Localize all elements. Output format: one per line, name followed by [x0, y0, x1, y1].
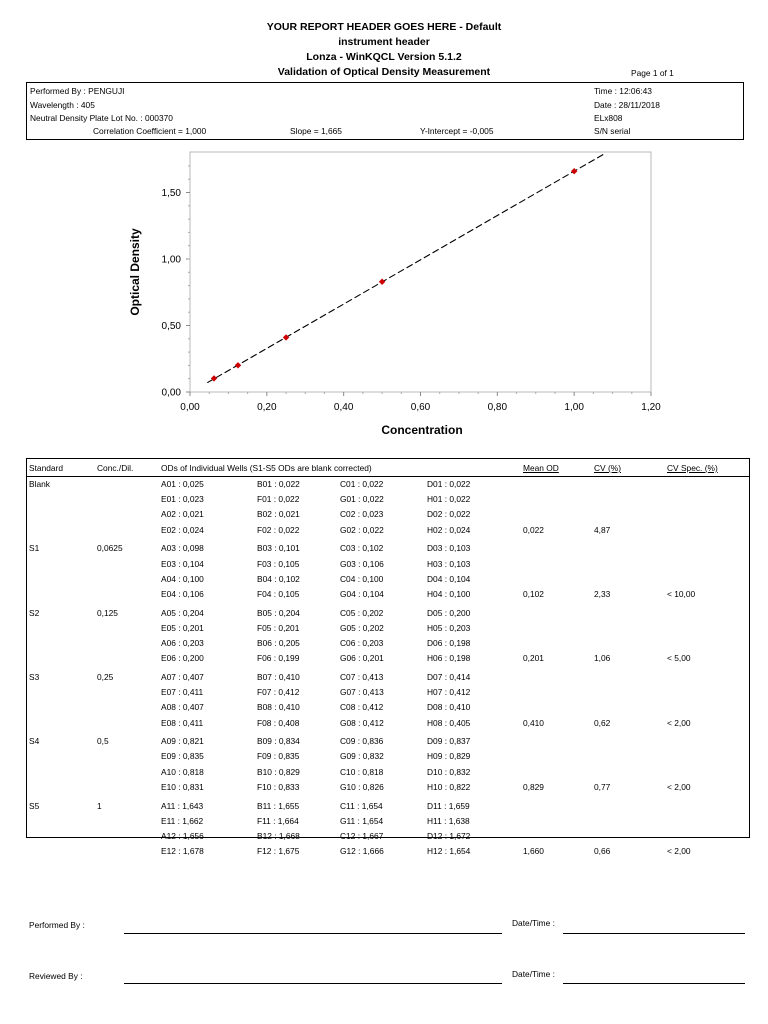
well-od: D08 : 0,410 [427, 702, 471, 713]
well-od: C08 : 0,412 [340, 702, 384, 713]
well-od: B02 : 0,021 [257, 509, 300, 520]
cv-spec-value: < 2,00 [667, 846, 691, 857]
x-tick-label: 1,20 [641, 402, 661, 413]
cv-value: 0,62 [594, 717, 611, 728]
col-header-mean-od: Mean OD [523, 463, 559, 473]
well-od: F11 : 1,664 [257, 815, 299, 826]
well-od: F06 : 0,199 [257, 653, 300, 664]
well-od: D10 : 0,832 [427, 766, 471, 777]
x-tick-label: 0,20 [257, 402, 277, 413]
well-od: B11 : 1,655 [257, 800, 300, 811]
well-od: A12 : 1,656 [161, 830, 204, 841]
report-header-line2: instrument header [338, 36, 430, 48]
well-od: G07 : 0,413 [340, 687, 384, 698]
well-od: C09 : 0,836 [340, 736, 384, 747]
well-od: G11 : 1,654 [340, 815, 384, 826]
well-od: A09 : 0,821 [161, 736, 204, 747]
well-od: H02 : 0,024 [427, 524, 471, 535]
well-od: G09 : 0,832 [340, 751, 384, 762]
well-od: E12 : 1,678 [161, 846, 204, 857]
standard-name: S5 [29, 800, 40, 811]
well-od: B09 : 0,834 [257, 736, 300, 747]
well-od: F04 : 0,105 [257, 588, 300, 599]
data-point [283, 334, 289, 340]
well-od: A08 : 0,407 [161, 702, 204, 713]
well-od: C05 : 0,202 [340, 607, 384, 618]
well-od: H07 : 0,412 [427, 687, 471, 698]
well-od: F09 : 0,835 [257, 751, 300, 762]
x-tick-label: 0,80 [487, 402, 508, 413]
col-header-cv: CV (%) [594, 463, 621, 473]
well-od: F08 : 0,408 [257, 717, 300, 728]
well-od: G04 : 0,104 [340, 588, 384, 599]
well-od: D05 : 0,200 [427, 607, 471, 618]
well-od: F01 : 0,022 [257, 494, 300, 505]
cv-spec-value: < 2,00 [667, 781, 691, 792]
reviewed-by-label: Reviewed By : [29, 971, 83, 981]
reviewed-datetime-label: Date/Time : [512, 969, 555, 979]
well-od: G01 : 0,022 [340, 494, 384, 505]
well-od: G03 : 0,106 [340, 558, 384, 569]
well-od: C10 : 0,818 [340, 766, 384, 777]
well-od: C06 : 0,203 [340, 638, 384, 648]
x-tick-label: 0,00 [180, 402, 200, 413]
well-od: E03 : 0,104 [161, 558, 204, 569]
well-od: F03 : 0,105 [257, 558, 300, 569]
wavelength: Wavelength : 405 [30, 100, 95, 110]
well-od: B07 : 0,410 [257, 671, 300, 682]
well-od: C11 : 1,654 [340, 800, 383, 811]
x-axis-label: Concentration [381, 423, 463, 437]
well-od: D02 : 0,022 [427, 509, 471, 520]
x-tick-label: 1,00 [564, 402, 584, 413]
report-title: Validation of Optical Density Measurement [277, 66, 491, 78]
mean-od-value: 0,102 [523, 588, 544, 599]
well-od: C02 : 0,023 [340, 509, 384, 520]
plot-frame [190, 152, 651, 392]
cv-spec-value: < 5,00 [667, 653, 691, 664]
well-od: E08 : 0,411 [161, 717, 204, 728]
performed-datetime-label: Date/Time : [512, 918, 555, 928]
well-od: E04 : 0,106 [161, 588, 204, 599]
mean-od-value: 0,201 [523, 653, 544, 664]
well-od: F07 : 0,412 [257, 687, 300, 698]
well-od: B04 : 0,102 [257, 573, 300, 584]
performed-by: Performed By : PENGUJI [30, 86, 125, 96]
well-od: B01 : 0,022 [257, 479, 300, 489]
time: Time : 12:06:43 [594, 86, 652, 96]
well-od: G12 : 1,666 [340, 846, 384, 857]
well-od: B10 : 0,829 [257, 766, 300, 777]
well-od: A11 : 1,643 [161, 800, 204, 811]
well-od: G08 : 0,412 [340, 717, 384, 728]
standard-name: S1 [29, 543, 40, 554]
info-box [26, 82, 744, 140]
plate-lot: Neutral Density Plate Lot No. : 000370 [30, 113, 173, 123]
well-od: A01 : 0,025 [161, 479, 204, 489]
instrument: ELx808 [594, 113, 623, 123]
well-od: E09 : 0,835 [161, 751, 204, 762]
col-header-wells: ODs of Individual Wells (S1-S5 ODs are blank corrected) [161, 463, 372, 473]
standard-name: S4 [29, 736, 40, 747]
well-od: D07 : 0,414 [427, 671, 471, 682]
col-header-cv-spec: CV Spec. (%) [667, 463, 718, 473]
page-number: Page 1 of 1 [631, 68, 674, 78]
mean-od-value: 1,660 [523, 846, 544, 857]
well-od: C03 : 0,102 [340, 543, 384, 554]
conc-value: 0,0625 [97, 543, 123, 554]
well-od: D11 : 1,659 [427, 800, 470, 811]
well-od: H06 : 0,198 [427, 653, 471, 664]
well-od: E01 : 0,023 [161, 494, 204, 505]
well-od: H04 : 0,100 [427, 588, 471, 599]
data-point [571, 168, 577, 174]
performed-by-signature-line[interactable] [124, 933, 502, 934]
well-od: D04 : 0,104 [427, 573, 471, 584]
data-point [235, 362, 241, 368]
well-od: F05 : 0,201 [257, 622, 300, 633]
well-od: G10 : 0,826 [340, 781, 384, 792]
well-od: H03 : 0,103 [427, 558, 471, 569]
well-od: H12 : 1,654 [427, 846, 471, 857]
data-point [379, 279, 385, 285]
regression-line [207, 154, 604, 383]
well-od: D12 : 1,672 [427, 830, 471, 841]
well-od: A02 : 0,021 [161, 509, 204, 520]
report-header-line3: Lonza - WinKQCL Version 5.1.2 [306, 51, 462, 63]
reviewed-by-signature-line[interactable] [124, 983, 502, 984]
performed-datetime-line[interactable] [563, 933, 745, 934]
well-od: H05 : 0,203 [427, 622, 471, 633]
well-od: A04 : 0,100 [161, 573, 204, 584]
conc-value: 0,5 [97, 736, 109, 747]
well-od: H09 : 0,829 [427, 751, 471, 762]
well-od: B06 : 0,205 [257, 638, 300, 648]
correlation-coefficient: Correlation Coefficient = 1,000 [93, 126, 207, 136]
calibration-chart [120, 146, 680, 446]
well-od: A05 : 0,204 [161, 607, 204, 618]
well-od: E02 : 0,024 [161, 524, 204, 535]
well-od: A10 : 0,818 [161, 766, 204, 777]
table-header-rule [27, 476, 749, 477]
cv-value: 1,06 [594, 653, 611, 664]
well-od: A03 : 0,098 [161, 543, 204, 554]
x-tick-labels [180, 402, 661, 413]
chart-axes [186, 166, 651, 396]
well-od: B03 : 0,101 [257, 543, 300, 554]
cv-value: 2,33 [594, 588, 611, 599]
col-header-standard: Standard [29, 463, 63, 473]
well-od: D01 : 0,022 [427, 479, 471, 489]
well-od: D06 : 0,198 [427, 638, 471, 648]
well-od: F02 : 0,022 [257, 524, 300, 535]
y-intercept: Y-Intercept = -0,005 [420, 126, 494, 136]
well-od: E06 : 0,200 [161, 653, 204, 664]
well-od: E10 : 0,831 [161, 781, 204, 792]
report-header-line1: YOUR REPORT HEADER GOES HERE - Default [266, 21, 502, 33]
cv-value: 4,87 [594, 524, 611, 535]
cv-value: 0,77 [594, 781, 611, 792]
y-tick-label: 1,50 [161, 188, 181, 199]
mean-od-value: 0,022 [523, 524, 544, 535]
col-header-conc: Conc./Dil. [97, 463, 134, 473]
serial-number: S/N serial [594, 126, 631, 136]
well-od: A06 : 0,203 [161, 638, 204, 648]
y-tick-label: 0,50 [161, 321, 181, 332]
well-od: F12 : 1,675 [257, 846, 300, 857]
x-tick-label: 0,60 [410, 402, 431, 413]
well-od: H11 : 1,638 [427, 815, 470, 826]
well-od: G06 : 0,201 [340, 653, 384, 664]
well-od: B05 : 0,204 [257, 607, 300, 618]
slope: Slope = 1,665 [290, 126, 342, 136]
standard-name: Blank [29, 479, 50, 489]
well-od: D09 : 0,837 [427, 736, 471, 747]
cv-spec-value: < 2,00 [667, 717, 691, 728]
well-od: C04 : 0,100 [340, 573, 384, 584]
conc-value: 1 [97, 800, 102, 811]
mean-od-value: 0,410 [523, 717, 544, 728]
well-od: G05 : 0,202 [340, 622, 384, 633]
well-od: D03 : 0,103 [427, 543, 471, 554]
cv-spec-value: < 10,00 [667, 588, 696, 599]
y-tick-label: 0,00 [161, 387, 181, 399]
od-table [26, 458, 750, 857]
y-axis-label: Optical Density [128, 228, 142, 316]
reviewed-datetime-line[interactable] [563, 983, 745, 984]
performed-by-label: Performed By : [29, 920, 85, 930]
well-od: H10 : 0,822 [427, 781, 471, 792]
well-od: H08 : 0,405 [427, 717, 471, 728]
well-od: C12 : 1,667 [340, 830, 384, 841]
x-tick-label: 0,40 [333, 402, 354, 413]
cv-value: 0,66 [594, 846, 611, 857]
conc-value: 0,125 [97, 607, 118, 618]
well-od: B08 : 0,410 [257, 702, 300, 713]
well-od: C01 : 0,022 [340, 479, 384, 489]
y-tick-label: 1,00 [161, 254, 181, 266]
well-od: H01 : 0,022 [427, 494, 471, 505]
well-od: C07 : 0,413 [340, 671, 384, 682]
well-od: G02 : 0,022 [340, 524, 384, 535]
well-od: E05 : 0,201 [161, 622, 204, 633]
standard-name: S2 [29, 607, 40, 618]
well-od: F10 : 0,833 [257, 781, 300, 792]
conc-value: 0,25 [97, 671, 114, 682]
date: Date : 28/11/2018 [594, 100, 660, 110]
y-tick-labels [162, 188, 182, 399]
well-od: E11 : 1,662 [161, 815, 204, 826]
well-od: B12 : 1,668 [257, 830, 300, 841]
mean-od-value: 0,829 [523, 781, 544, 792]
well-od: A07 : 0,407 [161, 671, 204, 682]
standard-name: S3 [29, 671, 40, 682]
well-od: E07 : 0,411 [161, 687, 204, 698]
